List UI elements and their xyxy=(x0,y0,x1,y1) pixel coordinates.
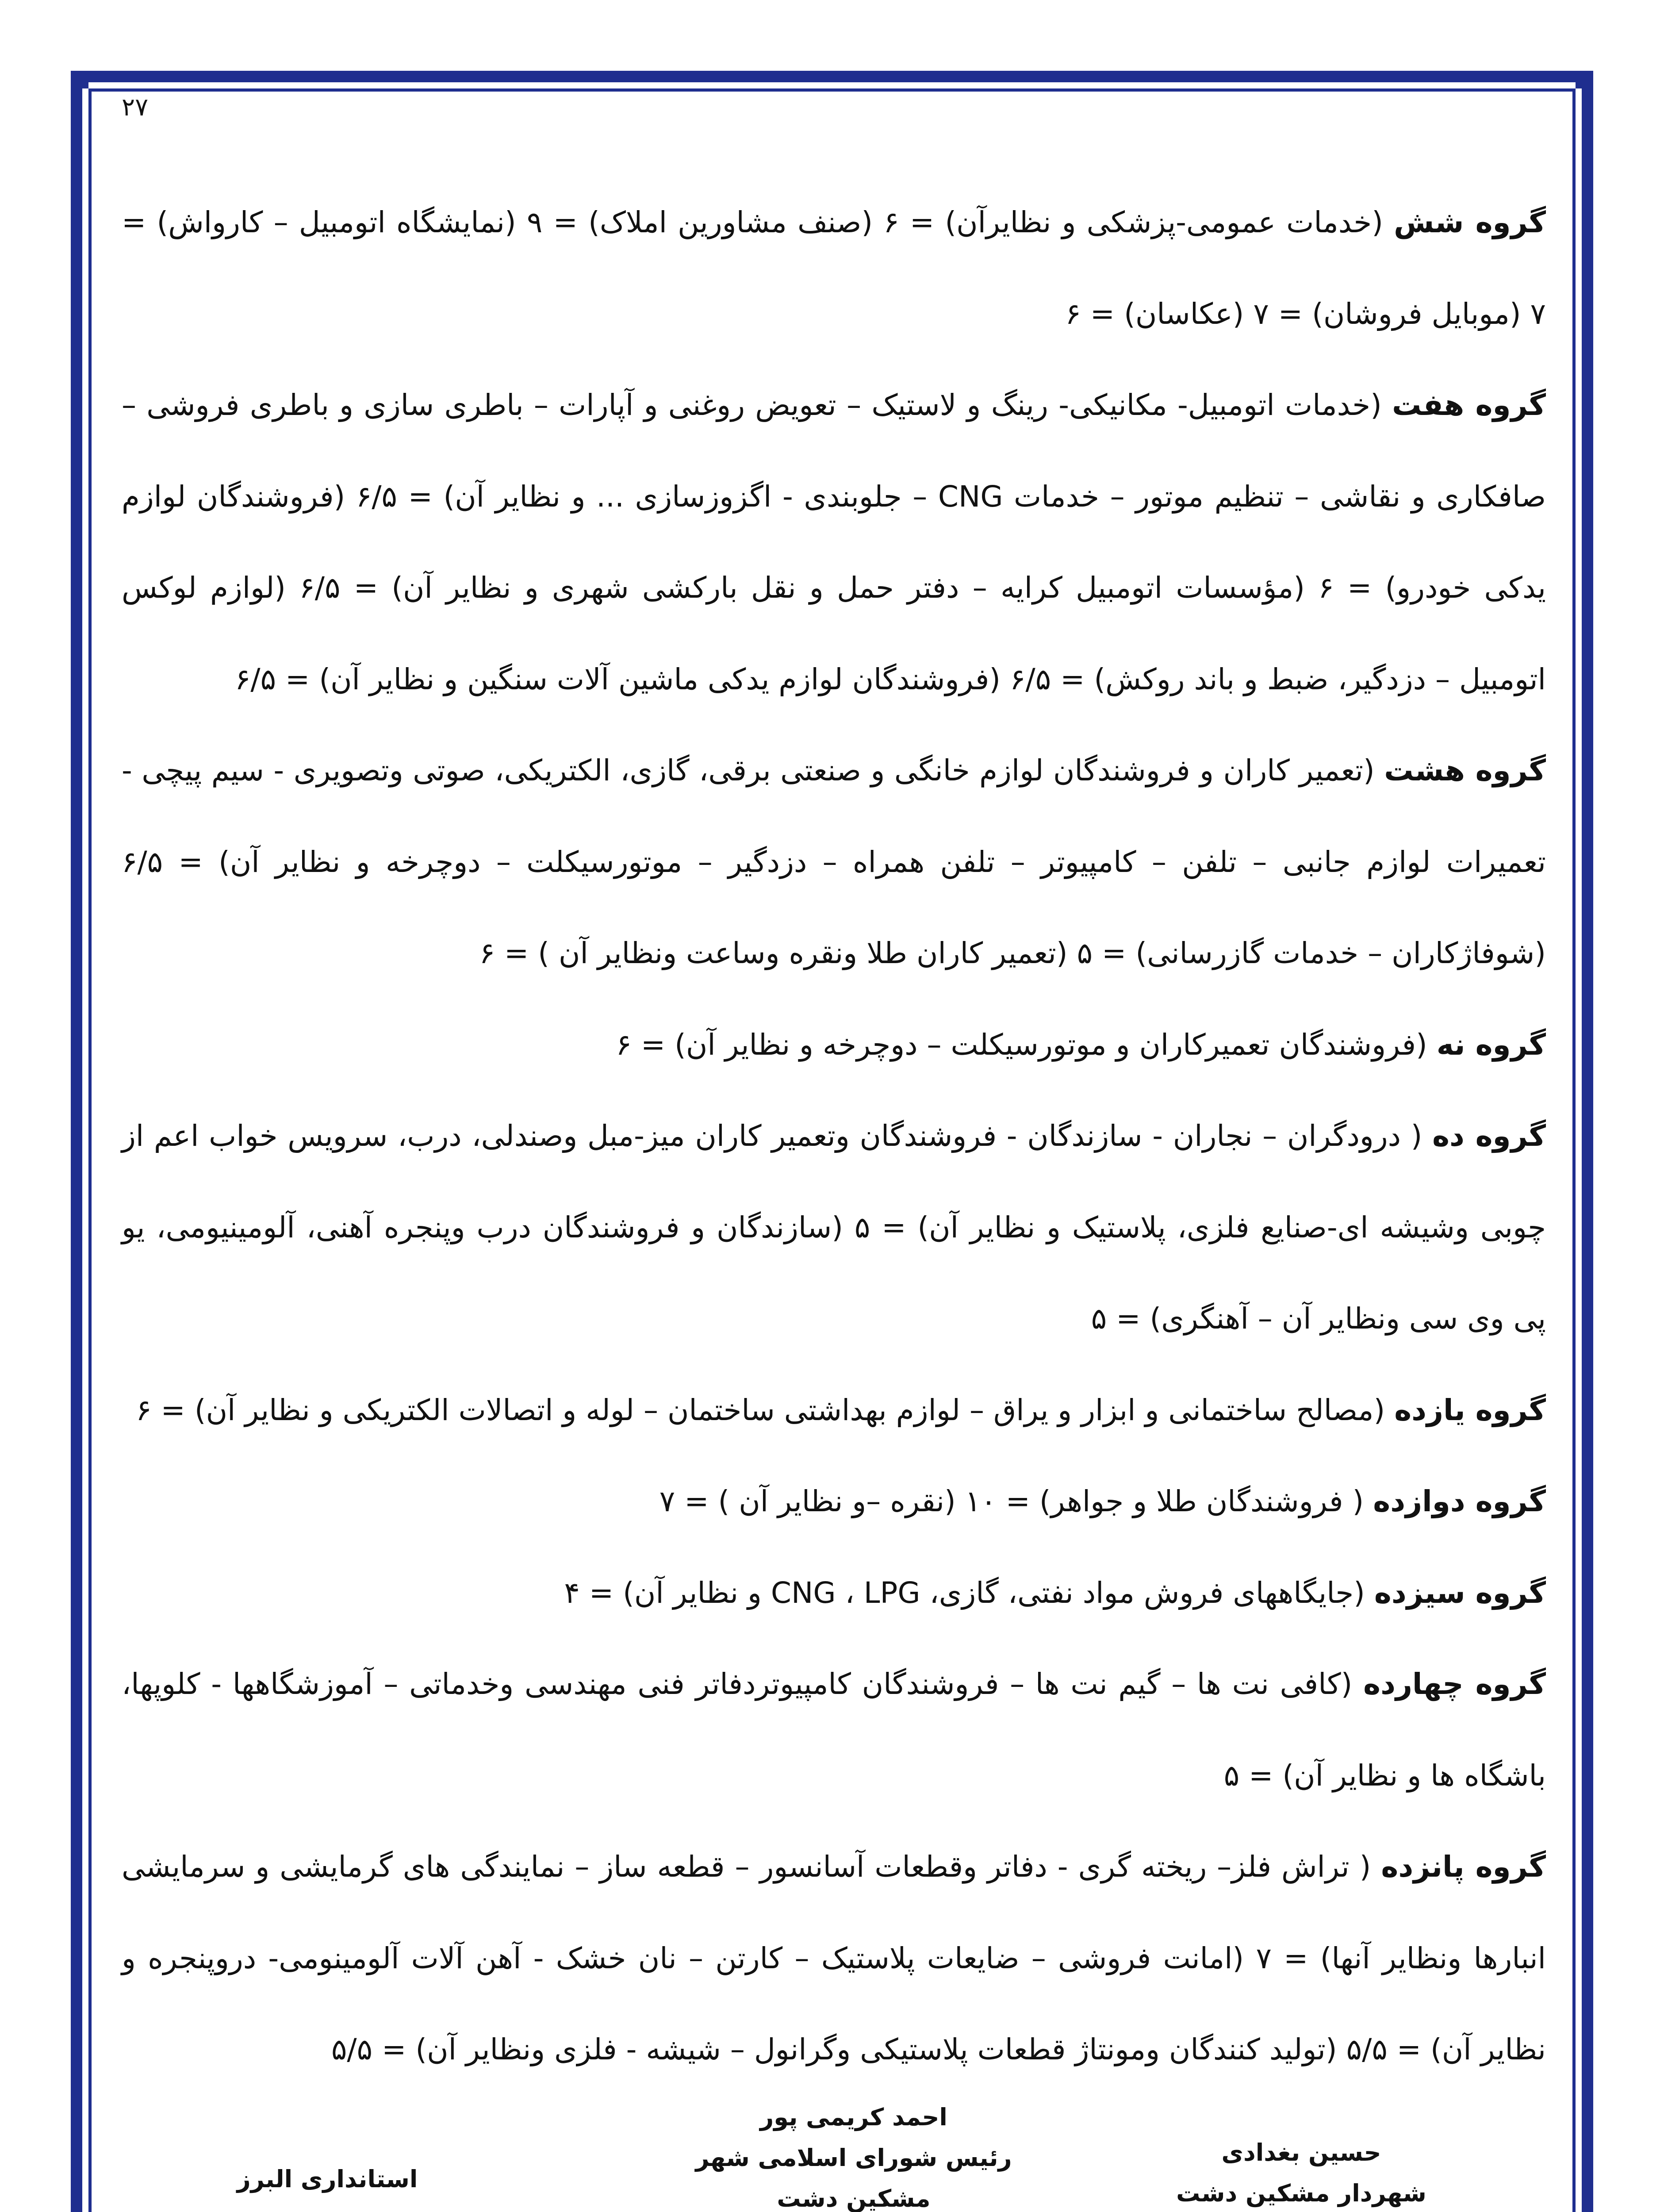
group-paragraph xyxy=(122,999,1546,1091)
group-paragraph xyxy=(122,177,1546,360)
group-title: گروه چهارده xyxy=(1363,1667,1546,1701)
signature-name: احمد کریمی پور xyxy=(760,2103,947,2131)
signature-name: استانداری البرز xyxy=(237,2165,418,2193)
group-title: گروه یازده xyxy=(1394,1393,1546,1427)
signature-title-line2: مشکین دشت xyxy=(777,2185,931,2212)
group-text: (کافی نت ها – گیم نت ها – فروشندگان کامپیوتردفاتر فنی مهندسی وخدماتی – آموزشگاهها - کلوپها، باشگاه ها و نظایر آن) = ۵ xyxy=(122,1667,1546,1793)
group-paragraph xyxy=(122,1091,1546,1365)
group-text: (خدمات عمومی-پزشکی و نظایرآن) = ۶ (صنف مشاورین املاک) = ۹ (نمایشگاه اتومبیل – کارواش) = ۷ (موبایل فروشان) = ۷ (عکاسان) = ۶ xyxy=(122,205,1546,331)
group-paragraph xyxy=(122,1821,1546,2096)
corner-ornament xyxy=(71,71,88,88)
group-paragraph xyxy=(122,725,1546,999)
group-title: گروه سیزده xyxy=(1374,1575,1546,1610)
group-paragraph xyxy=(122,1456,1546,1548)
signature-name: حسین بغدادی xyxy=(1221,2139,1381,2166)
group-text: (فروشندگان تعمیرکاران و موتورسیکلت – دوچرخه و نظایر آن) = ۶ xyxy=(616,1027,1437,1062)
signature-title: رئیس شورای اسلامی شهر xyxy=(695,2144,1012,2172)
group-title: گروه نه xyxy=(1436,1027,1546,1062)
group-text: (خدمات اتومبیل- مکانیکی- رینگ و لاستیک – تعویض روغنی و آپارات – باطری سازی و باطری فروشی – صافکاری و نقاشی – تنظیم موتور – خدمات CNG – جلوبندی - اگزوزسازی ... و نظایر آن) = ۶/۵ (فروشندگان لوازم یدکی خودرو) = ۶ (مؤسسات اتومبیل کرایه – دفتر حمل و نقل بارکشی شهری و نظایر آن) = ۶/۵ (لوازم لوکس اتومبیل – دزدگیر، ضبط و باند روکش) = ۶/۵ (فروشندگان لوازم یدکی ماشین آلات سنگین و نظایر آن) = ۶/۵ xyxy=(122,388,1546,696)
group-paragraph xyxy=(122,360,1546,725)
group-paragraph xyxy=(122,1365,1546,1456)
group-text: ( تراش فلز– ریخته گری - دفاتر وقطعات آسانسور – قطعه ساز – نمایندگی های گرمایشی و سرمایشی انبارها ونظایر آنها) = ۷ (امانت فروشی – ضایعات پلاستیک – کارتن – نان خشک - آهن آلات آلومینومی- دروپنجره و نظایر آن) = ۵/۵ (تولید کنندگان ومونتاژ قطعات پلاستیکی وگرانول – شیشه - فلزی ونظایر آن) = ۵/۵ xyxy=(122,1850,1546,2066)
group-title: گروه هفت xyxy=(1392,388,1546,422)
group-title: گروه پانزده xyxy=(1381,1850,1546,1884)
group-title: گروه ده xyxy=(1432,1119,1546,1153)
signature-council-head xyxy=(677,2097,1031,2212)
group-title: گروه شش xyxy=(1394,205,1546,239)
document-body xyxy=(122,177,1546,2096)
group-text: ( فروشندگان طلا و جواهر) = ۱۰ (نقره –و نظایر آن ) = ۷ xyxy=(659,1484,1373,1518)
corner-ornament xyxy=(1576,71,1593,88)
group-text: (مصالح ساختمانی و ابزار و یراق – لوازم بهداشتی ساختمان – لوله و اتصالات الکتریکی و نظایر آن) = ۶ xyxy=(136,1393,1395,1427)
signature-governorate xyxy=(212,2159,442,2200)
group-text: (تعمیر کاران و فروشندگان لوازم خانگی و صنعتی برقی، گازی، الکتریکی، صوتی وتصویری - سیم پیچی - تعمیرات لوازم جانبی – تلفن – کامپیوتر – تلفن همراه – دزدگیر – موتورسیکلت – دوچرخه و نظایر آن) = ۶/۵ (شوفاژکاران – خدمات گازرسانی) = ۵ (تعمیر کاران طلا ونقره وساعت ونظایر آن ) = ۶ xyxy=(122,753,1546,970)
group-paragraph xyxy=(122,1639,1546,1821)
group-text: (جایگاههای فروش مواد نفتی، گازی، CNG ، LPG و نظایر آن) = ۴ xyxy=(564,1575,1374,1610)
signature-mayor xyxy=(1146,2132,1456,2212)
group-paragraph xyxy=(122,1548,1546,1639)
group-title: گروه دوازده xyxy=(1373,1484,1546,1518)
group-text: ( درودگران – نجاران - سازندگان - فروشندگان وتعمیر کاران میز-مبل وصندلی، درب، سرویس خواب اعم از چوبی وشیشه ای-صنایع فلزی، پلاستیک و نظایر آن) = ۵ (سازندگان و فروشندگان درب وپنجره آهنی، آلومینیومی، یو پی وی سی ونظایر آن – آهنگری) = ۵ xyxy=(122,1119,1546,1336)
group-title: گروه هشت xyxy=(1384,753,1546,787)
signature-title: شهردار مشکین دشت xyxy=(1176,2179,1426,2207)
page-number: ۲۷ xyxy=(122,93,149,122)
